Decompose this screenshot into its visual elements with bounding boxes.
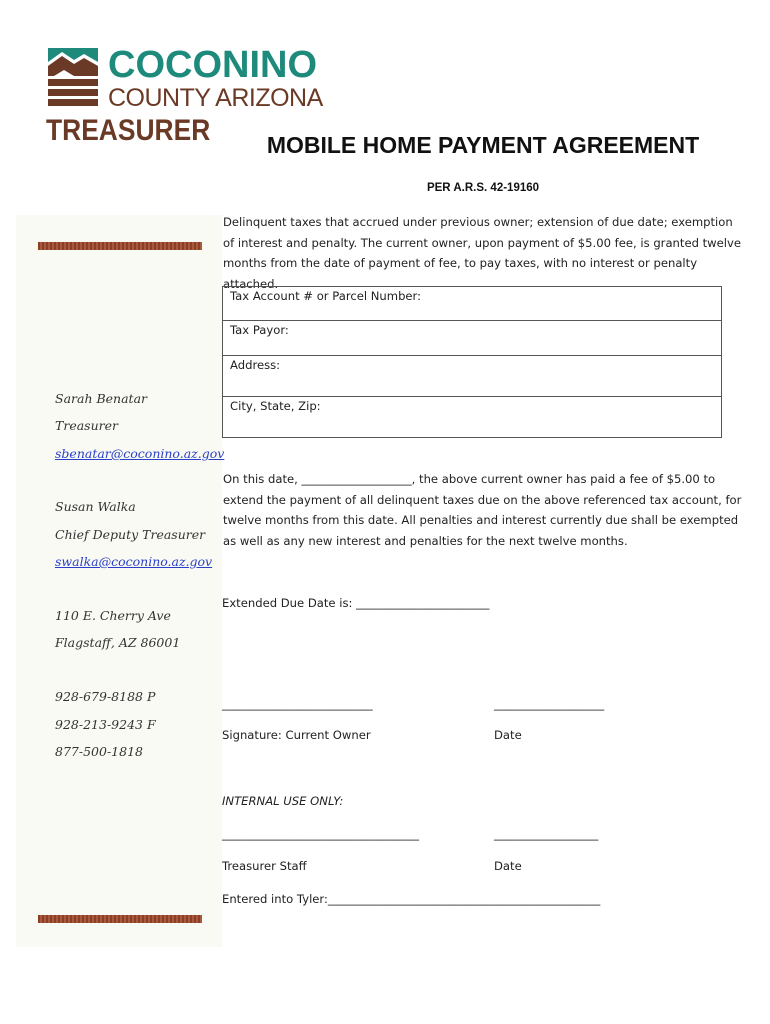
sidebar-divider-top <box>38 242 202 250</box>
page-title: MOBILE HOME PAYMENT AGREEMENT <box>266 132 700 158</box>
sidebar-tollfree: 877-500-1818 <box>55 744 143 759</box>
taxpayer-fields-table <box>222 286 722 438</box>
sidebar-phone: 928-679-8188 P <box>55 689 156 704</box>
sidebar-title-2: Chief Deputy Treasurer <box>55 527 206 542</box>
owner-date-line: ___________________ <box>494 697 605 711</box>
staff-signature-line: __________________________________ <box>222 827 420 841</box>
landscape-logo-icon <box>44 44 102 106</box>
owner-signature-label: Signature: Current Owner <box>222 728 371 742</box>
sidebar-address-city: Flagstaff, AZ 86001 <box>55 635 181 650</box>
field-city-state-zip[interactable] <box>223 397 721 437</box>
sidebar-name-2: Susan Walka <box>55 499 136 514</box>
extended-due-date: Extended Due Date is: _______________________ <box>222 596 490 610</box>
owner-signature-line: __________________________ <box>222 697 373 711</box>
staff-date-label: Date <box>494 859 522 873</box>
owner-date-label: Date <box>494 728 522 742</box>
field-tax-account-label: Tax Account # or Parcel Number: <box>230 289 422 303</box>
sidebar-fax: 928-213-9243 F <box>55 717 156 732</box>
sidebar-email-2[interactable]: swalka@coconino.az.gov <box>55 554 213 569</box>
field-city-state-zip-label: City, State, Zip: <box>230 399 321 413</box>
field-tax-account[interactable] <box>223 287 721 321</box>
intro-paragraph: Delinquent taxes that accrued under previous owner; extension of due date; exemption of interest and penalty. The current owner, upon payment of $5.00 fee, is granted twelve months from the date of payment of fee, to pay taxes, with no interest or penalty attached. <box>223 215 742 291</box>
logo-treasurer: TREASURER <box>46 114 211 147</box>
logo-coconino: COCONINO <box>108 44 317 86</box>
contact-sidebar <box>16 215 225 947</box>
sidebar-divider-bottom <box>38 915 202 923</box>
staff-date-line: __________________ <box>494 827 599 841</box>
sidebar-address-street: 110 E. Cherry Ave <box>55 608 171 623</box>
field-address-label: Address: <box>230 358 281 372</box>
sidebar-email-1[interactable]: sbenatar@coconino.az.gov <box>55 446 225 461</box>
sidebar-name-1: Sarah Benatar <box>55 391 148 406</box>
field-tax-payor[interactable] <box>223 321 721 356</box>
logo-county-arizona: COUNTY ARIZONA <box>108 84 323 112</box>
agreement-paragraph: On this date, ___________________, the above current owner has paid a fee of $5.00 to extend the payment of all delinquent taxes due on the above referenced tax account, for twelve months from this date. All penalties and interest currently due shall be exempted as well as any new interest and penalties for the next twelve months. <box>223 472 742 548</box>
staff-signature-label: Treasurer Staff <box>222 859 307 873</box>
field-tax-payor-label: Tax Payor: <box>230 323 289 337</box>
sidebar-title-1: Treasurer <box>55 418 118 433</box>
field-address[interactable] <box>223 356 721 397</box>
internal-use-heading: INTERNAL USE ONLY: <box>222 794 344 808</box>
statute-reference: PER A.R.S. 42-19160 <box>426 182 540 194</box>
entered-into-tyler: Entered into Tyler:_______________________________________________ <box>222 892 601 906</box>
